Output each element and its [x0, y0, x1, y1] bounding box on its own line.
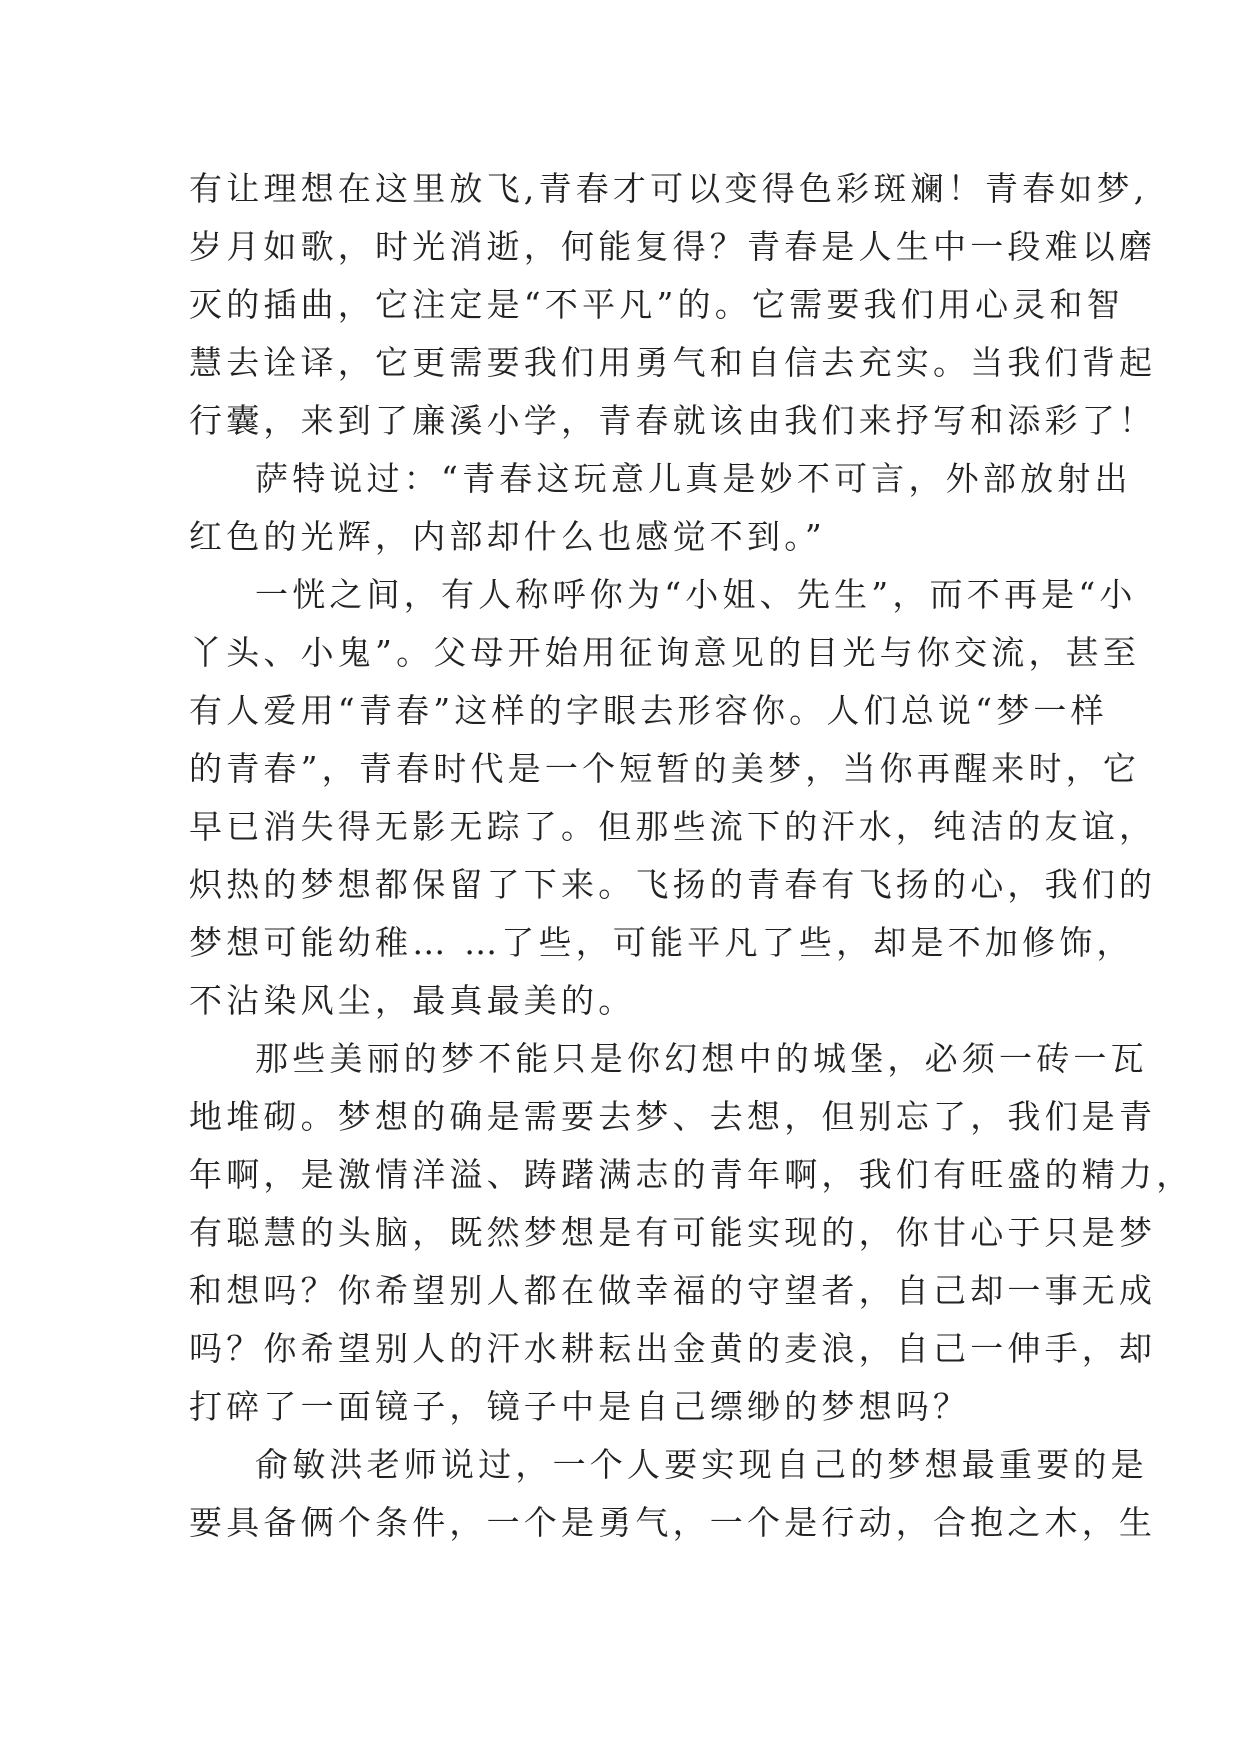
text-line: 一恍之间，有人称呼你为“小姐、先生”，而不再是“小	[255, 575, 1137, 614]
text-line: 有让理想在这里放飞,青春才可以变得色彩斑斓！青春如梦,	[189, 169, 1149, 208]
text-line: 那些美丽的梦不能只是你幻想中的城堡，必须一砖一瓦	[255, 1039, 1148, 1078]
text-line: 萨特说过：“青春这玩意儿真是妙不可言，外部放射出	[255, 459, 1132, 498]
text-line: 地堆砌。梦想的确是需要去梦、去想，但别忘了，我们是青	[189, 1097, 1157, 1136]
text-line: 行囊，来到了廉溪小学，青春就该由我们来抒写和添彩了！	[189, 401, 1157, 440]
document-body	[189, 160, 1194, 1552]
text-line: 有聪慧的头脑，既然梦想是有可能实现的，你甘心于只是梦	[189, 1213, 1157, 1252]
text-line: 不沾染风尘，最真最美的。	[189, 981, 636, 1020]
text-line: 和想吗？你希望别人都在做幸福的守望者，自己却一事无成	[189, 1271, 1157, 1310]
text-line: 炽热的梦想都保留了下来。飞扬的青春有飞扬的心，我们的	[189, 865, 1157, 904]
text-line: 打碎了一面镜子，镜子中是自己缥缈的梦想吗？	[189, 1387, 971, 1426]
text-line: 红色的光辉，内部却什么也感觉不到。”	[189, 517, 826, 556]
text-line: 有人爱用“青春”这样的字眼去形容你。人们总说“梦一样	[189, 691, 1108, 730]
text-line: 要具备俩个条件，一个是勇气，一个是行动，合抱之木，生	[189, 1503, 1157, 1542]
text-line: 年啊，是激情洋溢、踌躇满志的青年啊，我们有旺盛的精力，	[189, 1155, 1194, 1194]
text-line: 丫头、小鬼”。父母开始用征询意见的目光与你交流，甚至	[189, 633, 1141, 672]
text-line: 灭的插曲，它注定是“不平凡”的。它需要我们用心灵和智	[189, 285, 1124, 324]
text-line: 的青春”，青春时代是一个短暂的美梦，当你再醒来时，它	[189, 749, 1141, 788]
text-line: 岁月如歌，时光消逝，何能复得？青春是人生中一段难以磨	[189, 227, 1157, 266]
text-line: 梦想可能幼稚… …了些，可能平凡了些，却是不加修饰，	[189, 923, 1134, 962]
text-line: 慧去诠译，它更需要我们用勇气和自信去充实。当我们背起	[189, 343, 1157, 382]
text-line: 俞敏洪老师说过，一个人要实现自己的梦想最重要的是	[255, 1445, 1148, 1484]
text-line: 早已消失得无影无踪了。但那些流下的汗水，纯洁的友谊，	[189, 807, 1157, 846]
text-line: 吗？你希望别人的汗水耕耘出金黄的麦浪，自己一伸手，却	[189, 1329, 1157, 1368]
